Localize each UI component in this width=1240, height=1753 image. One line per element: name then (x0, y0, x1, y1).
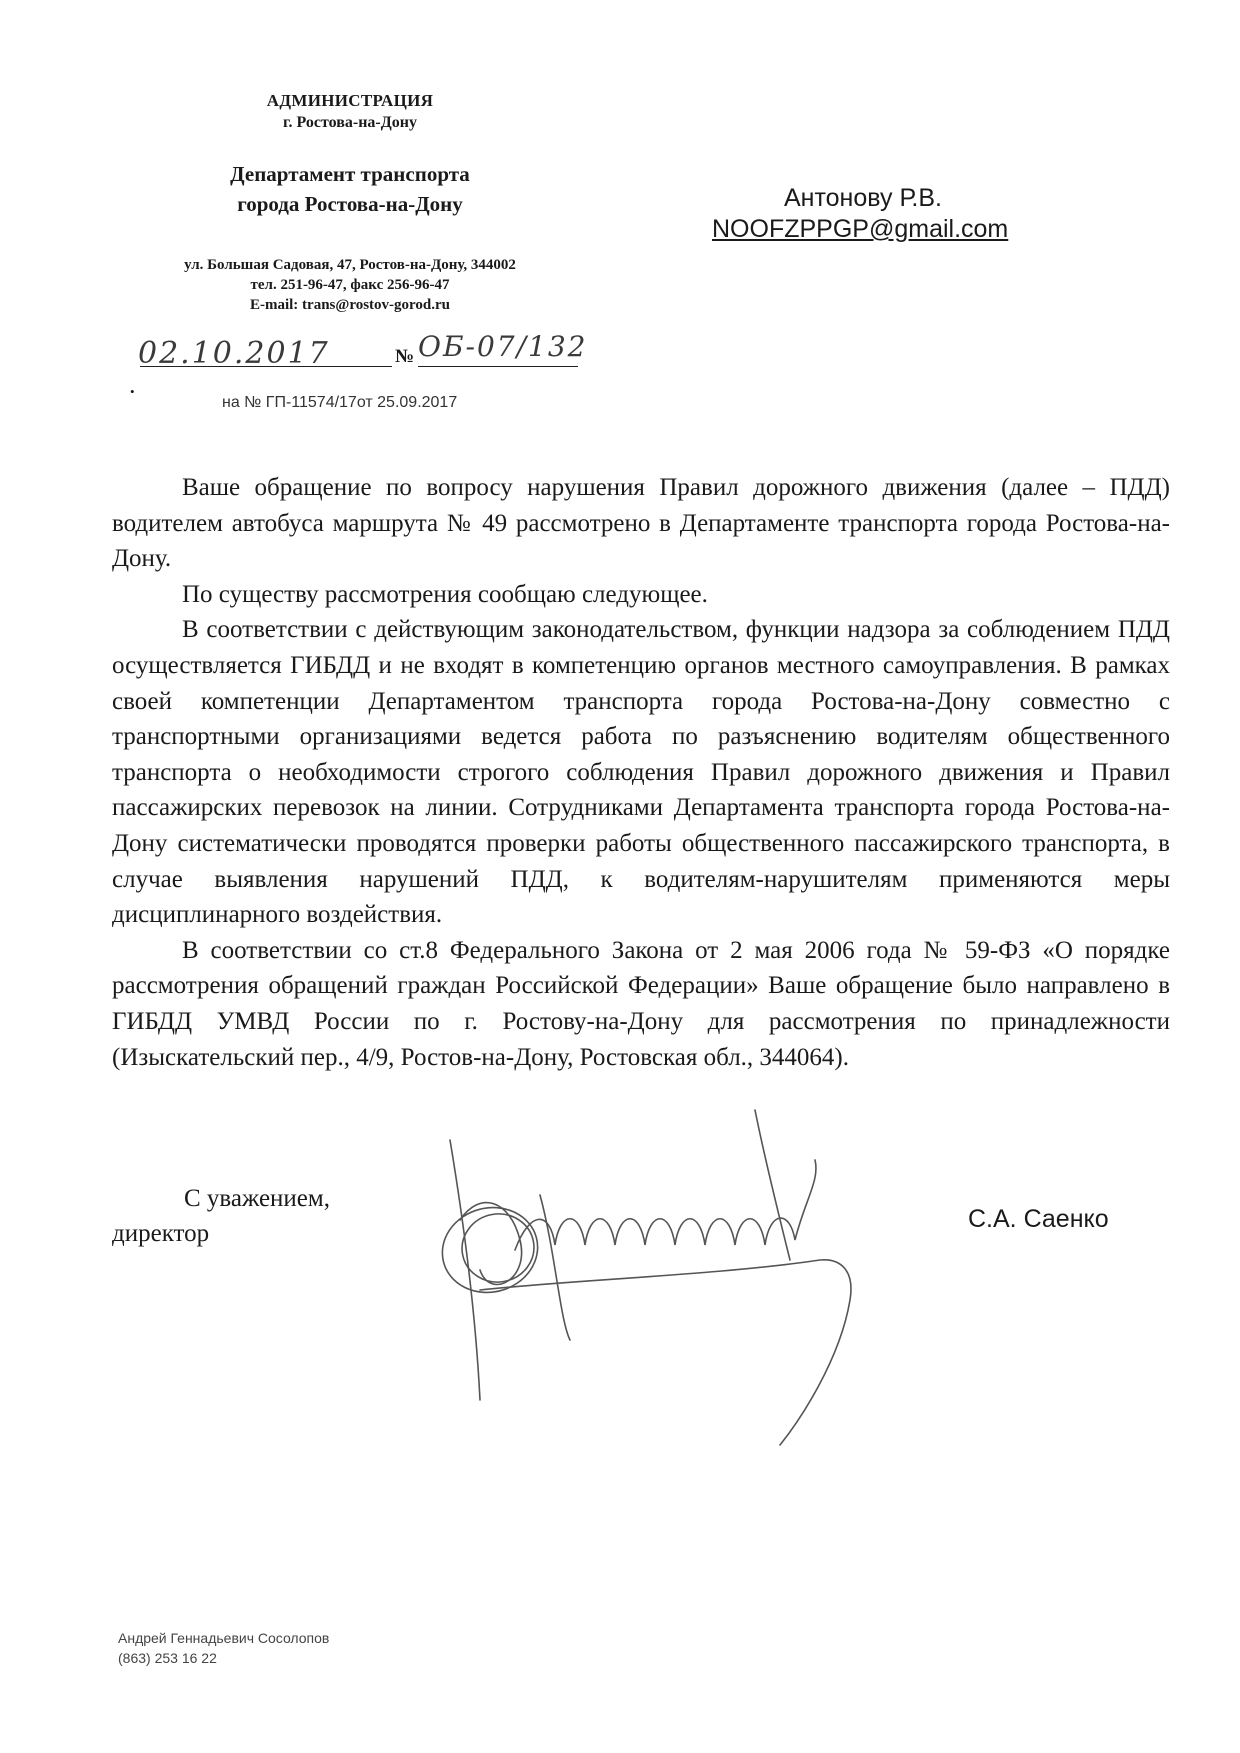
email-line: E-mail: trans@rostov-gorod.ru (249, 297, 451, 313)
handwritten-date: 02.10.2017 (138, 336, 330, 371)
number-underline (418, 366, 578, 367)
signer-name: С.А. Саенко (968, 1205, 1109, 1233)
reference-number: на № ГП-11574/17от 25.09.2017 (222, 394, 458, 411)
org-name: АДМИНИСТРАЦИЯ (266, 91, 434, 110)
department-name-line1: Департамент транспорта (230, 162, 470, 186)
body-paragraph: В соответствии со ст.8 Федерального Закона от 2 мая 2006 года № 59-ФЗ «О порядке рассмотрения обращений граждан Российской Федерации» Ваше обращение было направлено в ГИБДД УМВД России по г. Ростову-на-Дону для рассмотрения по принадлежности (Изыскательский пер., 4/9, Ростов-на-Дону, Ростовская обл., 344064). (112, 936, 1170, 1071)
date-underline (140, 366, 392, 367)
handwritten-signature (420, 1100, 940, 1460)
department-name-line2: города Ростова-на-Дону (237, 192, 463, 216)
closing-salutation: С уважением, (184, 1185, 330, 1212)
signer-title: директор (112, 1220, 210, 1247)
executor-phone: (863) 253 16 22 (118, 1650, 217, 1666)
phone-fax-line: тел. 251-96-47, факс 256-96-47 (250, 277, 450, 293)
org-city: г. Ростова-на-Дону (283, 114, 417, 131)
recipient-email: NOOFZPPGP@gmail.com (712, 215, 1009, 243)
address-line: ул. Большая Садовая, 47, Ростов-на-Дону, 344002 (184, 257, 516, 273)
body-paragraph: По существу рассмотрения сообщаю следующее. (182, 580, 708, 608)
body-paragraph: В соответствии с действующим законодательством, функции надзора за соблюдением ПДД осуществляется ГИБДД и не входят в компетенцию органов местного самоуправления. В рамках своей компетенции Департаментом транспорта города Ростова-на-Дону совместно с транспортными организациями ведется работа по разъяснению водителям общественного транспорта о необходимости строгого соблюдения Правил дорожного движения и Правил пассажирских перевозок на линии. Сотрудниками Департамента транспорта города Ростова-на-Дону систематически проводятся проверки работы общественного пассажирского транспорта, в случае выявления нарушений ПДД, к водителям-нарушителям применяются меры дисциплинарного воздействия. (112, 616, 1170, 929)
handwritten-outgoing-number: ОБ-07/132 (418, 330, 588, 363)
margin-mark: • (130, 384, 135, 399)
letter-body (112, 470, 1170, 1075)
body-paragraph: Ваше обращение по вопросу нарушения Правил дорожного движения (далее – ПДД) водителем автобуса маршрута № 49 рассмотрено в Департаменте транспорта города Ростова-на-Дону. (112, 474, 1170, 573)
executor-name: Андрей Геннадьевич Сосолопов (118, 1630, 330, 1646)
recipient-name: Антонову Р.В. (784, 184, 942, 212)
number-sign: № (395, 346, 415, 367)
